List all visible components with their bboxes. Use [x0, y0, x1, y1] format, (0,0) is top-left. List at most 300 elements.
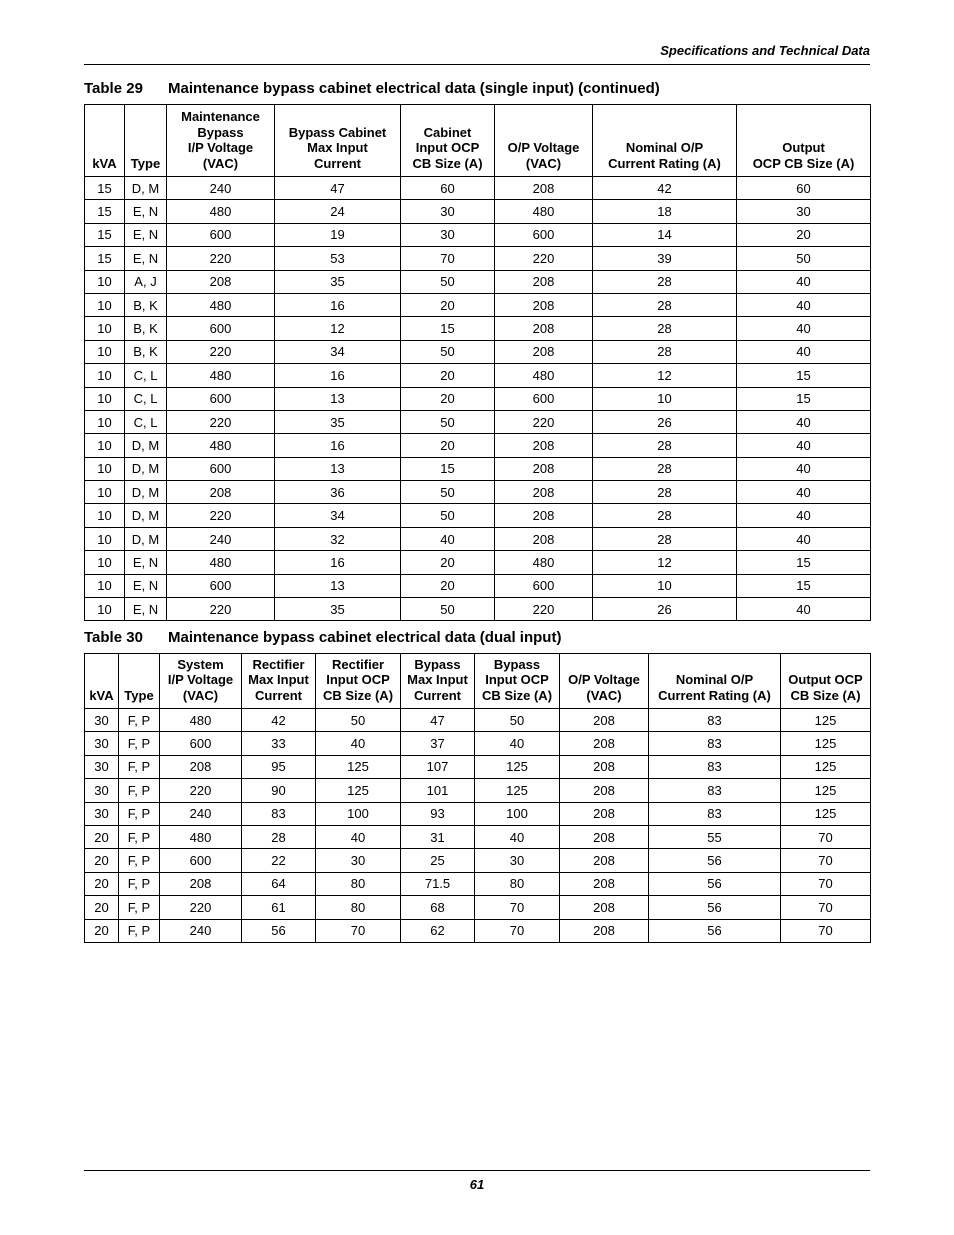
table-cell: 60 [737, 177, 871, 200]
table-cell: 40 [737, 410, 871, 433]
table-cell: 16 [275, 364, 401, 387]
column-header: Bypass Cabinet Max Input Current [275, 105, 401, 177]
table-cell: 10 [85, 364, 125, 387]
table-cell: 28 [593, 504, 737, 527]
table-cell: 31 [401, 825, 475, 848]
table-cell: 220 [167, 504, 275, 527]
table-cell: 20 [85, 919, 119, 942]
table30-header [85, 654, 871, 709]
table-cell: 19 [275, 223, 401, 246]
table30-caption [84, 629, 561, 646]
table-cell: 16 [275, 293, 401, 316]
table-cell: 70 [781, 919, 871, 942]
table-cell: 70 [316, 919, 401, 942]
table-cell: 68 [401, 896, 475, 919]
table-cell: 125 [781, 779, 871, 802]
table-cell: 600 [167, 387, 275, 410]
table-cell: 83 [242, 802, 316, 825]
table-cell: 208 [167, 270, 275, 293]
table-cell: 208 [167, 481, 275, 504]
table-cell: 15 [401, 457, 495, 480]
table-cell: 15 [85, 223, 125, 246]
table-cell: 10 [85, 434, 125, 457]
column-header: Maintenance Bypass I/P Voltage (VAC) [167, 105, 275, 177]
table-row [85, 527, 871, 550]
table-cell: 10 [85, 293, 125, 316]
table-cell: 80 [316, 896, 401, 919]
table-cell: 70 [781, 872, 871, 895]
table-cell: 220 [160, 896, 242, 919]
table-cell: 600 [167, 574, 275, 597]
table-row [85, 574, 871, 597]
table-cell: 83 [649, 755, 781, 778]
table-cell: 30 [475, 849, 560, 872]
table-cell: 208 [560, 849, 649, 872]
table-cell: 20 [401, 574, 495, 597]
table-cell: E, N [125, 598, 167, 621]
table-cell: 208 [495, 340, 593, 363]
table-cell: 70 [781, 825, 871, 848]
table-cell: 125 [475, 755, 560, 778]
column-header: Rectifier Max Input Current [242, 654, 316, 709]
table-cell: 16 [275, 434, 401, 457]
table-cell: 220 [495, 598, 593, 621]
table-row [85, 802, 871, 825]
table-row [85, 755, 871, 778]
table-cell: 125 [316, 755, 401, 778]
table-cell: 30 [85, 755, 119, 778]
table-cell: 208 [160, 872, 242, 895]
table-cell: 10 [85, 551, 125, 574]
table-cell: 56 [242, 919, 316, 942]
table-cell: 70 [475, 919, 560, 942]
table-cell: 47 [275, 177, 401, 200]
table29-body [85, 177, 871, 621]
table-cell: 600 [160, 849, 242, 872]
table-cell: C, L [125, 387, 167, 410]
table-cell: 20 [737, 223, 871, 246]
table-cell: 208 [495, 317, 593, 340]
table-row [85, 919, 871, 942]
table29-title: Maintenance bypass cabinet electrical data (single input) (continued) [168, 80, 660, 97]
table-cell: 28 [593, 340, 737, 363]
table-cell: 480 [167, 551, 275, 574]
table-row [85, 317, 871, 340]
table-cell: 600 [167, 457, 275, 480]
table-row [85, 223, 871, 246]
table-cell: 55 [649, 825, 781, 848]
table-cell: 600 [495, 223, 593, 246]
table-cell: 20 [401, 293, 495, 316]
table-cell: 53 [275, 247, 401, 270]
table29-caption [84, 80, 660, 97]
table-cell: 40 [737, 527, 871, 550]
table-cell: 28 [593, 270, 737, 293]
table-cell: 220 [167, 340, 275, 363]
table-row [85, 709, 871, 732]
table-row [85, 293, 871, 316]
table-cell: 125 [475, 779, 560, 802]
table-cell: 22 [242, 849, 316, 872]
table-cell: 40 [737, 340, 871, 363]
table-cell: 40 [737, 293, 871, 316]
column-header: kVA [85, 654, 119, 709]
table-cell: 208 [560, 755, 649, 778]
table-cell: 208 [495, 293, 593, 316]
table-cell: 480 [167, 200, 275, 223]
table-cell: 30 [85, 779, 119, 802]
table-cell: 15 [737, 364, 871, 387]
table-cell: 10 [85, 270, 125, 293]
table-cell: E, N [125, 200, 167, 223]
table-cell: 480 [160, 825, 242, 848]
header-rule [84, 64, 870, 65]
column-header: Output OCP CB Size (A) [737, 105, 871, 177]
table-cell: 208 [495, 270, 593, 293]
table-cell: 220 [495, 410, 593, 433]
table-cell: 208 [560, 709, 649, 732]
table-cell: A, J [125, 270, 167, 293]
table-cell: 70 [781, 896, 871, 919]
table-cell: 480 [495, 551, 593, 574]
table-cell: 40 [316, 732, 401, 755]
table-row [85, 481, 871, 504]
table-cell: 125 [316, 779, 401, 802]
table-cell: 208 [560, 802, 649, 825]
column-header: O/P Voltage (VAC) [560, 654, 649, 709]
table-row [85, 849, 871, 872]
table-cell: 13 [275, 387, 401, 410]
table-cell: 15 [737, 387, 871, 410]
table-cell: 40 [737, 434, 871, 457]
table-cell: 70 [401, 247, 495, 270]
table-cell: E, N [125, 247, 167, 270]
table-cell: 12 [275, 317, 401, 340]
table-cell: 10 [85, 387, 125, 410]
table-cell: 35 [275, 598, 401, 621]
table-row [85, 457, 871, 480]
table-cell: 40 [737, 457, 871, 480]
table-cell: 10 [85, 410, 125, 433]
table-cell: 28 [242, 825, 316, 848]
table-row [85, 551, 871, 574]
table-row [85, 504, 871, 527]
table-cell: 480 [495, 200, 593, 223]
table-cell: 20 [85, 872, 119, 895]
table-cell: E, N [125, 223, 167, 246]
table-row [85, 872, 871, 895]
table-cell: 208 [560, 732, 649, 755]
table-cell: 107 [401, 755, 475, 778]
column-header: kVA [85, 105, 125, 177]
column-header: Type [125, 105, 167, 177]
column-header: Cabinet Input OCP CB Size (A) [401, 105, 495, 177]
table-cell: 208 [495, 527, 593, 550]
table-cell: 24 [275, 200, 401, 223]
table-cell: 220 [495, 247, 593, 270]
table-cell: C, L [125, 364, 167, 387]
table-cell: 13 [275, 574, 401, 597]
table-cell: 101 [401, 779, 475, 802]
table-cell: 480 [167, 293, 275, 316]
table-cell: 56 [649, 919, 781, 942]
table-cell: 20 [85, 849, 119, 872]
table-cell: D, M [125, 481, 167, 504]
table-cell: 15 [85, 247, 125, 270]
table29-number: Table 29 [84, 80, 143, 97]
table-cell: 62 [401, 919, 475, 942]
table-cell: B, K [125, 340, 167, 363]
table-cell: 12 [593, 364, 737, 387]
table-cell: 50 [401, 270, 495, 293]
page-number: 61 [469, 1177, 485, 1192]
table-row [85, 779, 871, 802]
table-cell: 208 [560, 872, 649, 895]
table-cell: 28 [593, 527, 737, 550]
column-header: Type [119, 654, 160, 709]
table-cell: 208 [495, 434, 593, 457]
table-cell: F, P [119, 802, 160, 825]
table-cell: F, P [119, 849, 160, 872]
table-cell: 10 [85, 527, 125, 550]
table-cell: 240 [167, 177, 275, 200]
table-cell: 208 [495, 504, 593, 527]
table-cell: 95 [242, 755, 316, 778]
table-cell: 14 [593, 223, 737, 246]
table-cell: 40 [737, 598, 871, 621]
table-cell: 20 [401, 387, 495, 410]
table-cell: 30 [316, 849, 401, 872]
table-cell: 40 [475, 825, 560, 848]
table-cell: 208 [160, 755, 242, 778]
table-cell: 30 [85, 802, 119, 825]
column-header: Nominal O/P Current Rating (A) [593, 105, 737, 177]
table-cell: 600 [167, 317, 275, 340]
table-row [85, 200, 871, 223]
table-cell: 20 [85, 896, 119, 919]
table-cell: 28 [593, 481, 737, 504]
table-cell: 12 [593, 551, 737, 574]
table-cell: 480 [167, 364, 275, 387]
table-cell: 25 [401, 849, 475, 872]
table-cell: 61 [242, 896, 316, 919]
footer-rule [84, 1170, 870, 1171]
table-cell: 70 [475, 896, 560, 919]
table-cell: 40 [737, 317, 871, 340]
table-cell: 50 [401, 504, 495, 527]
table-cell: 480 [167, 434, 275, 457]
table-cell: 240 [160, 919, 242, 942]
table-cell: 208 [560, 779, 649, 802]
table-cell: 32 [275, 527, 401, 550]
table-cell: 16 [275, 551, 401, 574]
table-cell: 208 [495, 481, 593, 504]
table-cell: 125 [781, 709, 871, 732]
table-cell: 28 [593, 293, 737, 316]
table-cell: 50 [475, 709, 560, 732]
table-cell: 10 [85, 317, 125, 340]
table-cell: 10 [85, 340, 125, 363]
table-cell: 50 [737, 247, 871, 270]
table-cell: F, P [119, 919, 160, 942]
table-cell: D, M [125, 177, 167, 200]
table-row [85, 410, 871, 433]
table-cell: 125 [781, 802, 871, 825]
table-cell: 20 [401, 364, 495, 387]
table-row [85, 177, 871, 200]
table30 [84, 653, 871, 943]
table-cell: B, K [125, 293, 167, 316]
table-cell: 20 [401, 434, 495, 457]
table-cell: 40 [737, 504, 871, 527]
table-cell: 10 [85, 457, 125, 480]
table-cell: 64 [242, 872, 316, 895]
table-cell: D, M [125, 434, 167, 457]
table-row [85, 270, 871, 293]
table-cell: 70 [781, 849, 871, 872]
table-cell: 28 [593, 434, 737, 457]
table-cell: 15 [737, 551, 871, 574]
table-row [85, 340, 871, 363]
table-cell: 125 [781, 755, 871, 778]
table-cell: D, M [125, 504, 167, 527]
table-row [85, 598, 871, 621]
table-cell: C, L [125, 410, 167, 433]
table-cell: F, P [119, 896, 160, 919]
table-cell: D, M [125, 527, 167, 550]
column-header: Bypass Input OCP CB Size (A) [475, 654, 560, 709]
table-cell: 30 [401, 200, 495, 223]
table-cell: 30 [85, 709, 119, 732]
table30-body [85, 709, 871, 943]
table-cell: B, K [125, 317, 167, 340]
table-row [85, 732, 871, 755]
table-cell: F, P [119, 709, 160, 732]
table-cell: 15 [737, 574, 871, 597]
table-cell: 60 [401, 177, 495, 200]
table-cell: 208 [495, 457, 593, 480]
table-cell: 35 [275, 270, 401, 293]
table-cell: 10 [593, 574, 737, 597]
table-cell: 40 [401, 527, 495, 550]
table-cell: 30 [85, 732, 119, 755]
table-cell: 240 [167, 527, 275, 550]
table-cell: 93 [401, 802, 475, 825]
table-cell: 100 [316, 802, 401, 825]
table-cell: 26 [593, 598, 737, 621]
table-cell: 13 [275, 457, 401, 480]
table-row [85, 896, 871, 919]
table29 [84, 104, 871, 621]
table-cell: 80 [316, 872, 401, 895]
table-cell: 40 [737, 481, 871, 504]
table-cell: 71.5 [401, 872, 475, 895]
table-cell: 220 [167, 598, 275, 621]
table-cell: 240 [160, 802, 242, 825]
table30-title: Maintenance bypass cabinet electrical data (dual input) [168, 629, 562, 646]
table-cell: 83 [649, 779, 781, 802]
table-cell: 100 [475, 802, 560, 825]
table-cell: 10 [593, 387, 737, 410]
table-cell: 56 [649, 896, 781, 919]
table-cell: 50 [316, 709, 401, 732]
table-cell: 50 [401, 340, 495, 363]
table-cell: E, N [125, 574, 167, 597]
table-cell: F, P [119, 872, 160, 895]
table-cell: 20 [85, 825, 119, 848]
table-cell: 40 [475, 732, 560, 755]
table-cell: 37 [401, 732, 475, 755]
table-cell: 600 [495, 574, 593, 597]
table-cell: 10 [85, 574, 125, 597]
table-cell: 15 [85, 200, 125, 223]
column-header: Bypass Max Input Current [401, 654, 475, 709]
table-cell: 42 [593, 177, 737, 200]
table-cell: 30 [737, 200, 871, 223]
table-cell: 220 [167, 247, 275, 270]
table-row [85, 247, 871, 270]
table-cell: 83 [649, 709, 781, 732]
table-cell: 208 [560, 825, 649, 848]
table-cell: 47 [401, 709, 475, 732]
table-cell: 90 [242, 779, 316, 802]
table-cell: 10 [85, 481, 125, 504]
table-cell: 40 [316, 825, 401, 848]
table-cell: 30 [401, 223, 495, 246]
table-cell: D, M [125, 457, 167, 480]
table-cell: 480 [160, 709, 242, 732]
table-cell: E, N [125, 551, 167, 574]
table-row [85, 434, 871, 457]
table-cell: 83 [649, 802, 781, 825]
table-cell: F, P [119, 732, 160, 755]
column-header: Output OCP CB Size (A) [781, 654, 871, 709]
column-header: System I/P Voltage (VAC) [160, 654, 242, 709]
table-cell: 50 [401, 598, 495, 621]
table-cell: 50 [401, 481, 495, 504]
table-cell: 600 [160, 732, 242, 755]
table-cell: 15 [401, 317, 495, 340]
table-cell: 220 [167, 410, 275, 433]
table-cell: 208 [495, 177, 593, 200]
table-cell: 220 [160, 779, 242, 802]
table-cell: 20 [401, 551, 495, 574]
table-row [85, 825, 871, 848]
table-cell: 36 [275, 481, 401, 504]
table-cell: 15 [85, 177, 125, 200]
table-cell: 33 [242, 732, 316, 755]
table-cell: 125 [781, 732, 871, 755]
table-cell: F, P [119, 779, 160, 802]
table-cell: F, P [119, 825, 160, 848]
column-header: O/P Voltage (VAC) [495, 105, 593, 177]
table-cell: 34 [275, 340, 401, 363]
table29-header [85, 105, 871, 177]
table-cell: 208 [560, 919, 649, 942]
table-cell: 208 [560, 896, 649, 919]
table-cell: 39 [593, 247, 737, 270]
column-header: Rectifier Input OCP CB Size (A) [316, 654, 401, 709]
table-cell: 10 [85, 504, 125, 527]
table-row [85, 364, 871, 387]
table-row [85, 387, 871, 410]
table-cell: 35 [275, 410, 401, 433]
table-cell: 480 [495, 364, 593, 387]
table-cell: 83 [649, 732, 781, 755]
table-cell: 42 [242, 709, 316, 732]
table-cell: 28 [593, 317, 737, 340]
column-header: Nominal O/P Current Rating (A) [649, 654, 781, 709]
